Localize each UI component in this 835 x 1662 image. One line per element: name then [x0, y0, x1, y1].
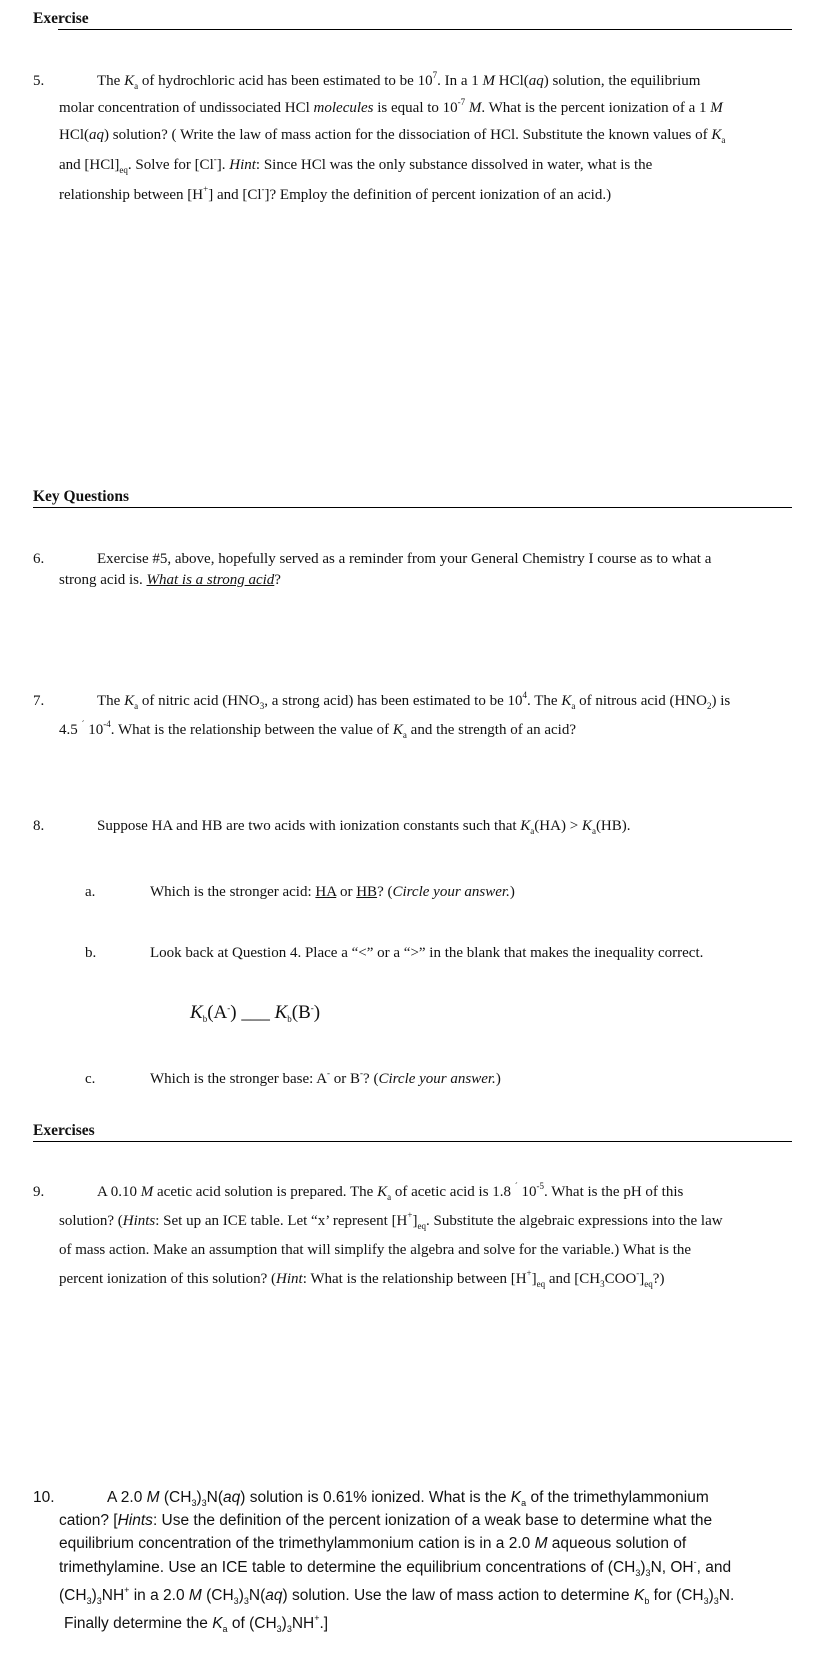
sub-question-label: a. — [85, 884, 96, 900]
strong-acid-question: What is a strong acid — [146, 572, 275, 588]
q9-line-4: percent ionization of this solution? (Hint: What is the relationship between $[H^+]_{eq}$ and $[CH_3COO^-]_{eq}$?) — [59, 1268, 665, 1289]
q5-line-3: HCl(aq) solution? ( Write the law of mass action for the dissociation of HCl. Substitute the known values of $K_a$ — [59, 127, 726, 145]
question-number: 7. — [33, 693, 45, 709]
q9-line-2: solution? (Hints: Set up an ICE table. Let “x’ represent $[H^+]_{eq}$. Substitute the algebraic expressions into the law — [59, 1210, 723, 1231]
q9-line-3: of mass action. Make an assumption that will simplify the algebra and solve for the variable.) What is the — [59, 1242, 692, 1258]
section-rule — [33, 507, 792, 508]
question-number: 10. — [33, 1489, 55, 1506]
q10-line-3: equilibrium concentration of the trimethylammonium cation is in a 2.0 M aqueous solution of — [59, 1535, 687, 1552]
q8b-text: Look back at Question 4. Place a “<” or a “>” in the blank that makes the inequality correct. — [150, 945, 704, 961]
q10-line-6: Finally determine the $K_a$ of $(CH_3)_3NH^+$.] — [64, 1613, 329, 1634]
q5-line-1: The $K_a$ of hydrochloric acid has been estimated to be $10^7$. In a 1 M HCl(aq) solution, the equilibrium — [97, 70, 701, 91]
q8c-text: Which is the stronger base: A- or B-? (Circle your answer.) — [150, 1068, 501, 1087]
section-heading-key-questions: Key Questions — [33, 488, 130, 505]
sub-question-label: c. — [85, 1071, 96, 1087]
q6-line-1: Exercise #5, above, hopefully served as a reminder from your General Chemistry I course as to what a — [97, 551, 712, 567]
q10-line-2: cation? [Hints: Use the definition of the percent ionization of a weak base to determine what the — [59, 1512, 713, 1529]
q5-line-5: relationship between [H+] and [Cl-]? Employ the definition of percent ionization of an acid.) — [59, 184, 612, 203]
q8a-text: Which is the stronger acid: HA or HB? (Circle your answer.) — [150, 884, 515, 900]
section-heading-exercises: Exercises — [33, 1122, 95, 1139]
question-number: 5. — [33, 73, 45, 89]
inequality-blank[interactable]: ) ___ — [230, 1002, 275, 1023]
q7-line-2: 4.5 ´ $10^{-4}$. What is the relationship between the value of $K_a$ and the strength of an acid? — [59, 719, 577, 740]
answer-option-hb[interactable]: HB — [356, 884, 378, 900]
q5-line-4: and $[HCl]_{eq}$. Solve for [Cl-]. Hint: Since HCl was the only substance dissolved in water, what is the — [59, 154, 653, 175]
inequality-expression: $K_b(A^-)$ ___ $K_b(B^-)$ — [190, 1002, 321, 1024]
q10-line-4: trimethylamine. Use an ICE table to determine the equilibrium concentrations of $(CH_3)_3N$, OH-, and — [59, 1557, 732, 1578]
q7-line-1: The $K_a$ of nitric acid ($HNO_3$, a strong acid) has been estimated to be $10^4$. The $K_a$ of nitrous acid $(HNO_2)$ is — [97, 690, 731, 711]
section-rule — [33, 1141, 792, 1142]
question-number: 8. — [33, 818, 45, 834]
section-heading-exercise: Exercise — [33, 10, 89, 27]
q5-line-2: molar concentration of undissociated HCl molecules is equal to $10^{-7}$ M. What is the percent ionization of a 1 M — [59, 97, 723, 116]
question-number: 9. — [33, 1184, 45, 1200]
section-rule — [58, 29, 792, 30]
sub-question-label: b. — [85, 945, 97, 961]
q10-line-5: $(CH_3)_3NH^+$ in a 2.0 M $(CH_3)_3N(aq)$ solution. Use the law of mass action to determine $K_b$ for $(CH_3)_3N$. — [59, 1585, 735, 1606]
q6-line-2: strong acid is. What is a strong acid? — [59, 572, 281, 588]
q10-line-1: A 2.0 M $(CH_3)_3N(aq)$ solution is 0.61% ionized. What is the $K_a$ of the trimethylammonium — [107, 1489, 709, 1508]
q8-intro: Suppose HA and HB are two acids with ionization constants such that $K_a(HA) > K_a(HB)$. — [97, 818, 631, 836]
question-number: 6. — [33, 551, 45, 567]
answer-option-ha[interactable]: HA — [315, 884, 337, 900]
q9-line-1: A 0.10 M acetic acid solution is prepared. The $K_a$ of acetic acid is 1.8 ´ $10^{-5}$. What is the pH of this — [97, 1181, 684, 1202]
